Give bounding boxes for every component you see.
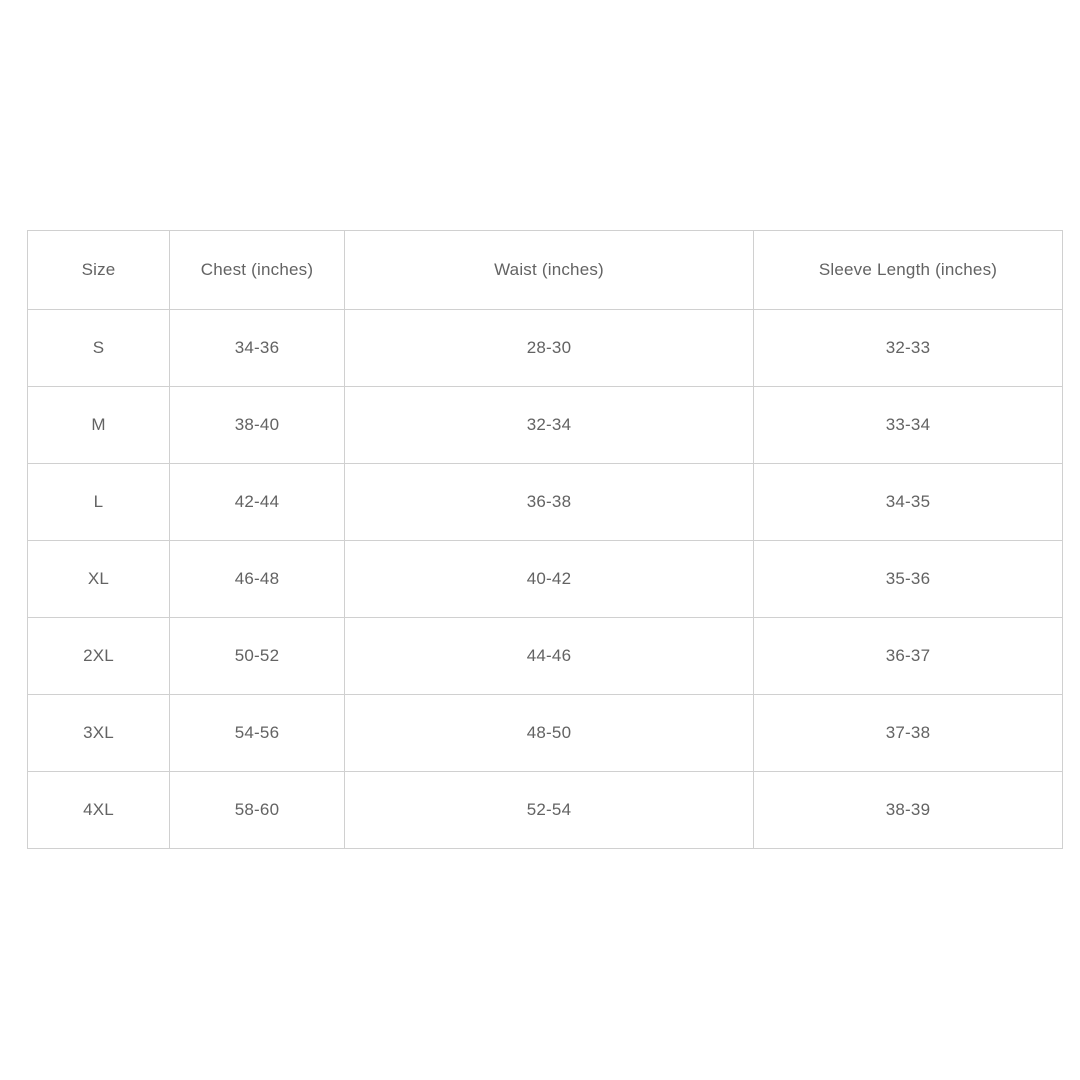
column-header-size: Size (28, 231, 170, 310)
cell-sleeve: 35-36 (754, 541, 1063, 618)
cell-chest: 58-60 (170, 772, 345, 849)
header-row (28, 231, 1063, 310)
cell-waist: 36-38 (345, 464, 754, 541)
table-row (28, 464, 1063, 541)
cell-chest: 34-36 (170, 310, 345, 387)
cell-waist: 32-34 (345, 387, 754, 464)
table-row (28, 772, 1063, 849)
cell-size: 4XL (28, 772, 170, 849)
cell-chest: 38-40 (170, 387, 345, 464)
table-row (28, 310, 1063, 387)
cell-sleeve: 32-33 (754, 310, 1063, 387)
cell-size: 2XL (28, 618, 170, 695)
column-header-chest: Chest (inches) (170, 231, 345, 310)
column-header-sleeve: Sleeve Length (inches) (754, 231, 1063, 310)
table-row (28, 541, 1063, 618)
cell-size: S (28, 310, 170, 387)
size-chart-table (27, 230, 1063, 849)
cell-sleeve: 36-37 (754, 618, 1063, 695)
table-row (28, 695, 1063, 772)
table-row (28, 387, 1063, 464)
cell-sleeve: 34-35 (754, 464, 1063, 541)
cell-size: M (28, 387, 170, 464)
cell-size: L (28, 464, 170, 541)
cell-waist: 52-54 (345, 772, 754, 849)
cell-size: XL (28, 541, 170, 618)
cell-chest: 54-56 (170, 695, 345, 772)
cell-waist: 40-42 (345, 541, 754, 618)
cell-size: 3XL (28, 695, 170, 772)
cell-chest: 46-48 (170, 541, 345, 618)
column-header-waist: Waist (inches) (345, 231, 754, 310)
cell-chest: 42-44 (170, 464, 345, 541)
table-row (28, 618, 1063, 695)
cell-waist: 28-30 (345, 310, 754, 387)
cell-sleeve: 33-34 (754, 387, 1063, 464)
cell-sleeve: 38-39 (754, 772, 1063, 849)
cell-waist: 44-46 (345, 618, 754, 695)
cell-sleeve: 37-38 (754, 695, 1063, 772)
cell-waist: 48-50 (345, 695, 754, 772)
cell-chest: 50-52 (170, 618, 345, 695)
